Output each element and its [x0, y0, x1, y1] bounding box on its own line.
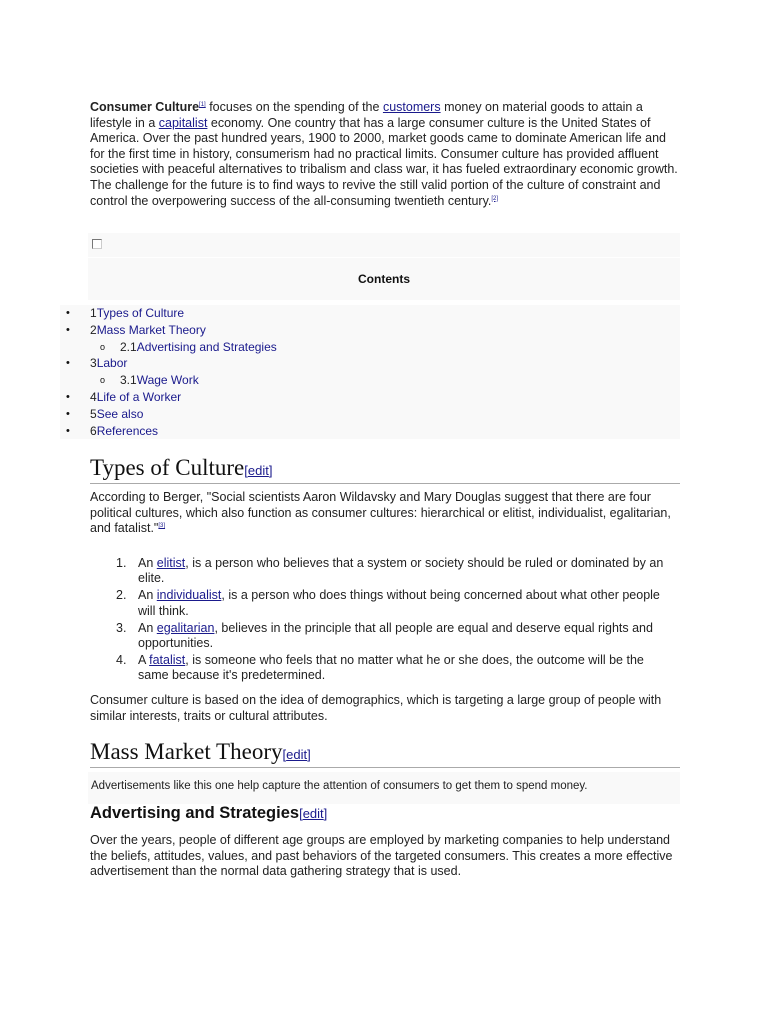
- heading-text: Mass Market Theory: [90, 739, 283, 764]
- heading-text: Types of Culture: [90, 455, 245, 480]
- toc-link[interactable]: References: [96, 423, 159, 438]
- section-heading-mass-market-theory: Mass Market Theory[edit]: [90, 739, 680, 768]
- toc-link[interactable]: Types of Culture: [96, 306, 185, 320]
- toc-num: 1: [90, 306, 97, 320]
- list-number: 1.: [116, 556, 127, 570]
- toc-link[interactable]: Labor: [96, 356, 128, 371]
- caption-text: Advertisements like this one help capture the attention of consumers to get them to spend money.: [91, 780, 588, 792]
- political-cultures-list: [116, 556, 676, 686]
- edit-link[interactable]: edit: [302, 806, 324, 821]
- intro-paragraph: [90, 100, 680, 209]
- toc-num: 3.1: [120, 373, 137, 388]
- toc-item[interactable]: [60, 423, 680, 440]
- toc-num: 5: [90, 406, 97, 421]
- list-text: A: [138, 653, 150, 668]
- list-item: [116, 588, 676, 618]
- customers-link[interactable]: customers: [382, 100, 441, 114]
- toc-link[interactable]: Life of a Worker: [96, 389, 182, 404]
- heading-text: Advertising and Strategies: [90, 804, 300, 822]
- capitalist-link[interactable]: capitalist: [158, 115, 208, 130]
- toc-item[interactable]: [60, 406, 680, 423]
- demographics-paragraph: Consumer culture is based on the idea of demographics, which is targeting a large group of people with similar interests, traits or cultural attributes.: [90, 693, 662, 723]
- image-placeholder-row: [88, 233, 680, 257]
- edit-link[interactable]: edit: [247, 463, 269, 478]
- toc-item[interactable]: [60, 322, 680, 339]
- broken-image-icon: [92, 239, 102, 249]
- list-text: , is a person who does things without being concerned about what other people will think.: [138, 588, 660, 618]
- bullet-icon: •: [66, 407, 70, 420]
- toc-item[interactable]: [60, 355, 680, 372]
- elitist-link[interactable]: elitist: [156, 556, 186, 570]
- fatalist-link[interactable]: fatalist: [149, 653, 186, 668]
- toc-link[interactable]: See also: [96, 406, 144, 421]
- list-number: 3.: [116, 620, 127, 635]
- individualist-link[interactable]: individualist: [156, 588, 222, 603]
- bullet-icon: •: [66, 390, 70, 403]
- advertising-paragraph: Over the years, people of different age groups are employed by marketing companies to help understand the beliefs, attitudes, values, and past behaviors of the targeted consumers. This creates a more effective advertisement than the normal data gathering strategy that is used.: [90, 833, 673, 879]
- toc-header: [88, 258, 680, 300]
- bullet-icon: •: [66, 323, 70, 336]
- toc-num: 4: [90, 389, 97, 404]
- list-number: 2.: [116, 588, 127, 603]
- intro-bold-term: Consumer Culture: [90, 100, 200, 114]
- toc-link[interactable]: Wage Work: [136, 373, 199, 388]
- intro-text-1: focuses on the spending of the: [205, 100, 383, 114]
- table-of-contents: [60, 305, 680, 439]
- list-item: [116, 621, 676, 651]
- ref-link-2[interactable]: [2]: [491, 195, 499, 202]
- berger-paragraph: [90, 490, 680, 537]
- ref-link-3[interactable]: [3]: [158, 523, 166, 530]
- list-item: [116, 556, 676, 586]
- paragraph-text: According to Berger, "Social scientists Aaron Wildavsky and Mary Douglas suggest that there are four political cultures, which also function as consumer cultures: hierarchical or elitist, individualist, egalitarian, and fatalist.": [90, 490, 671, 536]
- list-number: 4.: [116, 653, 127, 668]
- list-text: , believes in the principle that all people are equal and deserve equal rights and opportunities.: [138, 620, 653, 651]
- bullet-icon: •: [66, 357, 70, 370]
- toc-item[interactable]: [60, 305, 680, 322]
- ref-link-1[interactable]: [1]: [199, 102, 206, 108]
- image-caption: [88, 772, 680, 804]
- circle-bullet-icon: o: [100, 375, 106, 386]
- list-text: , is someone who feels that no matter what he or she does, the outcome will be the same because it's predetermined.: [138, 653, 644, 683]
- list-text: , is a person who believes that a system or society should be ruled or dominated by an elite.: [138, 556, 664, 586]
- toc-num: 3: [90, 356, 97, 371]
- edit-bracket: [: [244, 463, 248, 478]
- list-item: [116, 653, 676, 683]
- toc-title: Contents: [358, 272, 410, 286]
- toc-num: 2: [90, 322, 97, 337]
- intro-text-3: economy. One country that has a large consumer culture is the United States of America. Over the past hundred years, 1900 to 2000, market goods came to dominate American life and for the first time in history, consumerism had no practical limits. Consumer culture has provided affluent societies with peaceful alternatives to tribalism and class war, it has fueled extraordinary economic growth. The challenge for the future is to find ways to revive the still valid portion of the culture of constraint and control the overpowering success of the all-consuming twentieth century.: [90, 115, 678, 208]
- bullet-icon: •: [66, 307, 70, 319]
- toc-link[interactable]: Advertising and Strategies: [136, 339, 277, 354]
- bullet-icon: •: [66, 424, 70, 437]
- circle-bullet-icon: o: [100, 341, 106, 352]
- toc-link[interactable]: Mass Market Theory: [96, 322, 206, 337]
- intro-text-2: money on material goods to attain a lifestyle in a: [90, 100, 643, 130]
- egalitarian-link[interactable]: egalitarian: [156, 620, 215, 635]
- edit-bracket: ]: [268, 463, 273, 478]
- toc-item[interactable]: [60, 389, 680, 406]
- toc-subitem[interactable]: [60, 372, 680, 389]
- edit-link[interactable]: edit: [286, 747, 308, 762]
- toc-num: 2.1: [120, 339, 137, 354]
- list-text: An: [138, 588, 157, 603]
- section-heading-advertising-and-strategies: Advertising and Strategies[edit]: [90, 804, 328, 822]
- toc-num: 6: [90, 423, 97, 438]
- list-text: An: [138, 620, 157, 635]
- list-text: An: [138, 556, 157, 570]
- section-heading-types-of-culture: [90, 455, 680, 484]
- toc-subitem[interactable]: [60, 339, 680, 356]
